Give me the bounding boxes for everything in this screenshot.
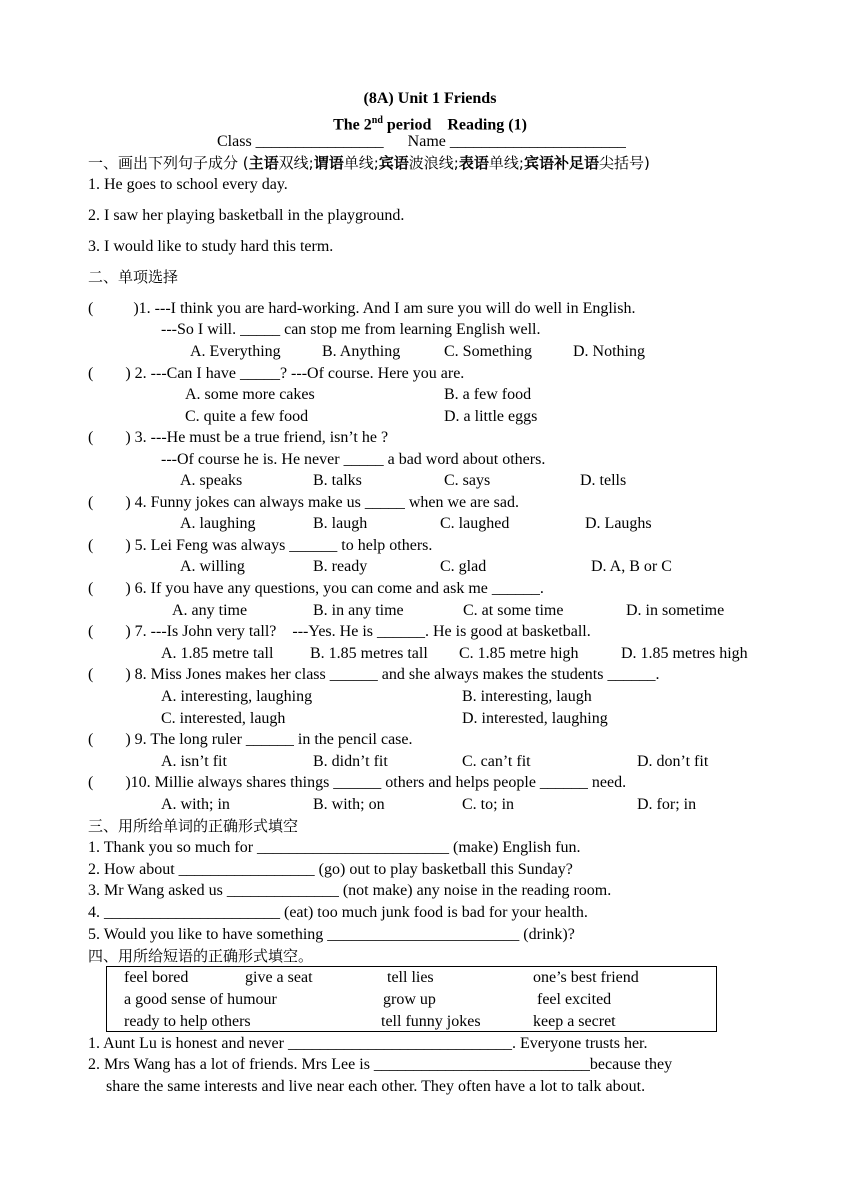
keyword-object: 宾语 [378, 154, 409, 172]
sentence-3: 3. I would like to study hard this term. [88, 238, 334, 255]
q9-option-b: B. didn’t fit [313, 753, 388, 770]
fill-blank-5: 5. Would you like to have something ________________________ (drink)? [88, 926, 575, 943]
q4-option-d: D. Laughs [585, 515, 652, 532]
phrase-ready-to-help: ready to help others [124, 1013, 251, 1030]
section-1-title-prefix: 一、画出下列句子成分 ( [88, 154, 249, 172]
question-8: ( ) 8. Miss Jones makes her class ______ and she always makes the students ______. [88, 666, 660, 683]
note-predicate: 单线; [343, 154, 379, 172]
section-3-title: 三、用所给单词的正确形式填空 [88, 817, 299, 835]
q5-option-b: B. ready [313, 558, 368, 575]
question-1: ( )1. ---I think you are hard-working. And I am sure you will do well in English. [88, 300, 636, 317]
question-5: ( ) 5. Lei Feng was always ______ to help others. [88, 537, 433, 554]
phrase-blank-2: 2. Mrs Wang has a lot of friends. Mrs Lee is ___________________________because they [88, 1056, 673, 1073]
class-name-line: Class ________________ Name ______________________ [217, 133, 626, 150]
question-3-line-2: ---Of course he is. He never _____ a bad word about others. [161, 451, 546, 468]
question-2: ( ) 2. ---Can I have _____? ---Of course. Here you are. [88, 365, 465, 382]
section-4-title: 四、用所给短语的正确形式填空。 [88, 947, 314, 965]
question-4: ( ) 4. Funny jokes can always make us _____ when we are sad. [88, 494, 520, 511]
q8-option-a: A. interesting, laughing [161, 688, 313, 705]
q1-option-a: A. Everything [190, 343, 281, 360]
q5-option-c: C. glad [440, 558, 487, 575]
fill-blank-3: 3. Mr Wang asked us ______________ (not make) any noise in the reading room. [88, 882, 612, 899]
phrase-feel-bored: feel bored [124, 969, 189, 986]
keyword-object-complement: 宾语补足语 [523, 154, 599, 172]
q3-option-d: D. tells [580, 472, 627, 489]
q5-option-a: A. willing [180, 558, 245, 575]
phrase-grow-up: grow up [383, 991, 436, 1008]
q5-option-d: D. A, B or C [591, 558, 672, 575]
phrase-feel-excited: feel excited [537, 991, 612, 1008]
q8-option-d: D. interested, laughing [462, 710, 608, 727]
q3-option-a: A. speaks [180, 472, 243, 489]
section-1-title [88, 153, 650, 173]
q9-option-d: D. don’t fit [637, 753, 709, 770]
q2-option-b: B. a few food [444, 386, 532, 403]
q10-option-b: B. with; on [313, 796, 385, 813]
phrase-give-a-seat: give a seat [245, 969, 313, 986]
q10-option-c: C. to; in [462, 796, 515, 813]
fill-blank-4: 4. ______________________ (eat) too much junk food is bad for your health. [88, 904, 588, 921]
q2-option-a: A. some more cakes [185, 386, 315, 403]
question-7: ( ) 7. ---Is John very tall? ---Yes. He is ______. He is good at basketball. [88, 623, 591, 640]
sentence-1: 1. He goes to school every day. [88, 176, 288, 193]
phrase-best-friend: one’s best friend [533, 969, 639, 986]
phrase-keep-a-secret: keep a secret [533, 1013, 616, 1030]
q4-option-b: B. laugh [313, 515, 368, 532]
section-2-title: 二、单项选择 [88, 268, 179, 286]
worksheet-title: (8A) Unit 1 Friends [363, 90, 497, 107]
q8-option-b: B. interesting, laugh [462, 688, 592, 705]
q10-option-d: D. for; in [637, 796, 697, 813]
q8-option-c: C. interested, laugh [161, 710, 286, 727]
question-10: ( )10. Millie always shares things ______ others and helps people ______ need. [88, 774, 627, 791]
q6-option-b: B. in any time [313, 602, 404, 619]
q4-option-c: C. laughed [440, 515, 510, 532]
question-3: ( ) 3. ---He must be a true friend, isn’t he ? [88, 429, 389, 446]
keyword-predicate: 谓语 [313, 154, 344, 172]
q7-option-b: B. 1.85 metres tall [310, 645, 428, 662]
q7-option-d: D. 1.85 metres high [621, 645, 748, 662]
q1-option-d: D. Nothing [573, 343, 645, 360]
period-superscript: nd [371, 115, 383, 126]
note-predicative: 单线; [488, 154, 524, 172]
question-1-line-2: ---So I will. _____ can stop me from learning English well. [161, 321, 541, 338]
q9-option-c: C. can’t fit [462, 753, 531, 770]
fill-blank-1: 1. Thank you so much for ________________________ (make) English fun. [88, 839, 581, 856]
phrase-sense-of-humour: a good sense of humour [124, 991, 277, 1008]
keyword-predicative: 表语 [458, 154, 489, 172]
note-object: 波浪线; [408, 154, 459, 172]
q1-option-c: C. Something [444, 343, 533, 360]
q7-option-a: A. 1.85 metre tall [161, 645, 274, 662]
phrase-tell-lies: tell lies [387, 969, 434, 986]
sentence-2: 2. I saw her playing basketball in the playground. [88, 207, 405, 224]
note-subject: 双线; [278, 154, 314, 172]
period-prefix: The 2 [333, 116, 372, 134]
period-suffix: period Reading (1) [382, 116, 527, 134]
q2-option-c: C. quite a few food [185, 408, 309, 425]
phrase-blank-2-line-2: share the same interests and live near each other. They often have a lot to talk about. [106, 1078, 646, 1095]
q3-option-b: B. talks [313, 472, 362, 489]
question-9: ( ) 9. The long ruler ______ in the pencil case. [88, 731, 413, 748]
q9-option-a: A. isn’t fit [161, 753, 227, 770]
q6-option-d: D. in sometime [626, 602, 725, 619]
fill-blank-2: 2. How about _________________ (go) out to play basketball this Sunday? [88, 861, 573, 878]
phrase-tell-funny-jokes: tell funny jokes [381, 1013, 481, 1030]
question-6: ( ) 6. If you have any questions, you can come and ask me ______. [88, 580, 544, 597]
q6-option-a: A. any time [172, 602, 248, 619]
note-object-complement: 尖括号) [598, 154, 650, 172]
q10-option-a: A. with; in [161, 796, 230, 813]
q6-option-c: C. at some time [463, 602, 564, 619]
q4-option-a: A. laughing [180, 515, 256, 532]
keyword-subject: 主语 [248, 154, 279, 172]
q3-option-c: C. says [444, 472, 491, 489]
q1-option-b: B. Anything [322, 343, 401, 360]
phrase-blank-1: 1. Aunt Lu is honest and never ____________________________. Everyone trusts her. [88, 1035, 648, 1052]
q7-option-c: C. 1.85 metre high [459, 645, 579, 662]
q2-option-d: D. a little eggs [444, 408, 538, 425]
